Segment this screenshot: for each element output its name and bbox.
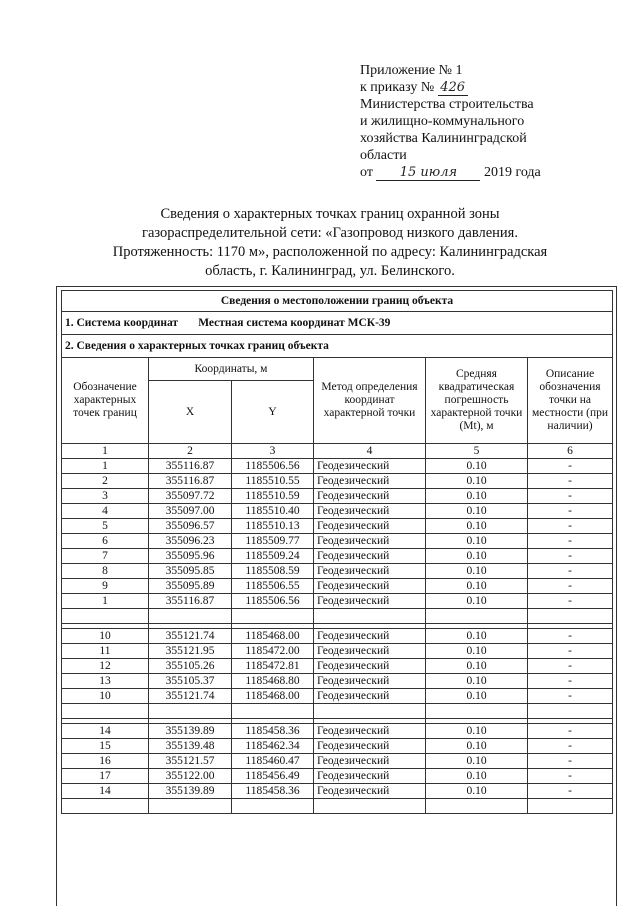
cell-point: 4 xyxy=(62,504,149,519)
blank-cell xyxy=(149,704,232,719)
col-header-x: X xyxy=(149,381,232,444)
cell-method: Геодезический xyxy=(314,724,426,739)
col-number: 2 xyxy=(149,444,232,459)
col-number: 3 xyxy=(232,444,314,459)
cell-point: 8 xyxy=(62,564,149,579)
table-body xyxy=(62,459,613,814)
cell-point: 7 xyxy=(62,549,149,564)
cell-y: 1185458.36 xyxy=(232,724,314,739)
blank-cell xyxy=(314,609,426,624)
col-header-y: Y xyxy=(232,381,314,444)
cell-y: 1185506.56 xyxy=(232,594,314,609)
cell-y: 1185472.81 xyxy=(232,659,314,674)
table-row xyxy=(62,724,613,739)
cell-method: Геодезический xyxy=(314,594,426,609)
cell-desc: - xyxy=(528,564,613,579)
cell-y: 1185456.49 xyxy=(232,769,314,784)
blank-row xyxy=(62,609,613,624)
cell-y: 1185468.00 xyxy=(232,689,314,704)
blank-cell xyxy=(528,704,613,719)
cell-method: Геодезический xyxy=(314,549,426,564)
cell-desc: - xyxy=(528,519,613,534)
blank-cell xyxy=(314,704,426,719)
table-row xyxy=(62,644,613,659)
cell-x: 355116.87 xyxy=(149,459,232,474)
cell-method: Геодезический xyxy=(314,579,426,594)
cell-y: 1185510.13 xyxy=(232,519,314,534)
cell-desc: - xyxy=(528,739,613,754)
blank-cell xyxy=(232,704,314,719)
ministry-line-3: хозяйства Калининградской xyxy=(360,131,527,146)
cell-x: 355095.85 xyxy=(149,564,232,579)
cell-error: 0.10 xyxy=(426,769,528,784)
cell-error: 0.10 xyxy=(426,564,528,579)
cell-error: 0.10 xyxy=(426,459,528,474)
cell-desc: - xyxy=(528,579,613,594)
cell-method: Геодезический xyxy=(314,519,426,534)
order-line: к приказу № 426 xyxy=(360,79,620,96)
cell-desc: - xyxy=(528,629,613,644)
cell-desc: - xyxy=(528,549,613,564)
cell-x: 355139.89 xyxy=(149,724,232,739)
cell-point: 13 xyxy=(62,674,149,689)
cell-error: 0.10 xyxy=(426,754,528,769)
order-number-handwritten: 426 xyxy=(438,81,468,96)
blank-cell xyxy=(426,799,528,814)
cell-desc: - xyxy=(528,504,613,519)
cell-error: 0.10 xyxy=(426,504,528,519)
cell-y: 1185510.55 xyxy=(232,474,314,489)
blank-cell xyxy=(149,609,232,624)
ministry-line-2: и жилищно-коммунального xyxy=(360,114,525,129)
table-row xyxy=(62,739,613,754)
cell-y: 1185510.40 xyxy=(232,504,314,519)
cell-y: 1185509.77 xyxy=(232,534,314,549)
table-row xyxy=(62,504,613,519)
cell-point: 14 xyxy=(62,784,149,799)
cell-method: Геодезический xyxy=(314,784,426,799)
col-header-method: Метод определения координат характерной точки xyxy=(314,358,426,444)
cell-y: 1185508.59 xyxy=(232,564,314,579)
cell-error: 0.10 xyxy=(426,674,528,689)
blank-row xyxy=(62,704,613,719)
cell-point: 9 xyxy=(62,579,149,594)
col-header-error: Средняя квадратическая погрешность характерной точки (Mt), м xyxy=(426,358,528,444)
cell-x: 355121.57 xyxy=(149,754,232,769)
cell-point: 16 xyxy=(62,754,149,769)
table-row xyxy=(62,579,613,594)
cell-desc: - xyxy=(528,474,613,489)
cell-desc: - xyxy=(528,769,613,784)
table-row xyxy=(62,534,613,549)
cell-error: 0.10 xyxy=(426,739,528,754)
cell-error: 0.10 xyxy=(426,519,528,534)
cell-y: 1185462.34 xyxy=(232,739,314,754)
cell-point: 12 xyxy=(62,659,149,674)
cell-error: 0.10 xyxy=(426,689,528,704)
blank-cell xyxy=(232,799,314,814)
cell-point: 6 xyxy=(62,534,149,549)
appendix-label: Приложение № 1 xyxy=(360,63,463,78)
blank-cell xyxy=(528,799,613,814)
cell-y: 1185468.00 xyxy=(232,629,314,644)
col-number: 1 xyxy=(62,444,149,459)
cell-x: 355121.74 xyxy=(149,629,232,644)
cell-desc: - xyxy=(528,689,613,704)
cell-x: 355122.00 xyxy=(149,769,232,784)
blank-row xyxy=(62,799,613,814)
blank-cell xyxy=(426,704,528,719)
table-row xyxy=(62,474,613,489)
cell-desc: - xyxy=(528,534,613,549)
document-header xyxy=(360,62,620,181)
cell-point: 2 xyxy=(62,474,149,489)
ministry-line-4: области xyxy=(360,148,407,163)
col-number: 4 xyxy=(314,444,426,459)
table-section-title: Сведения о местоположении границ объекта xyxy=(62,291,613,312)
col-number: 6 xyxy=(528,444,613,459)
cell-desc: - xyxy=(528,644,613,659)
cell-x: 355121.95 xyxy=(149,644,232,659)
date-handwritten: 15 июля xyxy=(376,166,480,181)
cell-method: Геодезический xyxy=(314,769,426,784)
cell-point: 15 xyxy=(62,739,149,754)
cell-y: 1185472.00 xyxy=(232,644,314,659)
cell-x: 355095.89 xyxy=(149,579,232,594)
blank-cell xyxy=(314,799,426,814)
blank-cell xyxy=(62,704,149,719)
column-numbers-row xyxy=(62,444,613,459)
table-row xyxy=(62,519,613,534)
cell-point: 14 xyxy=(62,724,149,739)
cell-error: 0.10 xyxy=(426,644,528,659)
table-row xyxy=(62,674,613,689)
table-row xyxy=(62,564,613,579)
cell-x: 355116.87 xyxy=(149,474,232,489)
blank-cell xyxy=(62,609,149,624)
cell-x: 355097.72 xyxy=(149,489,232,504)
cell-error: 0.10 xyxy=(426,724,528,739)
col-header-point: Обозначение характерных точек границ xyxy=(62,358,149,444)
cell-method: Геодезический xyxy=(314,754,426,769)
col-header-coords: Координаты, м xyxy=(149,358,314,381)
cell-method: Геодезический xyxy=(314,674,426,689)
cell-method: Геодезический xyxy=(314,459,426,474)
cell-desc: - xyxy=(528,594,613,609)
cell-x: 355095.96 xyxy=(149,549,232,564)
cell-method: Геодезический xyxy=(314,689,426,704)
table-row xyxy=(62,784,613,799)
cell-x: 355096.57 xyxy=(149,519,232,534)
cell-method: Геодезический xyxy=(314,629,426,644)
cell-x: 355105.26 xyxy=(149,659,232,674)
cell-method: Геодезический xyxy=(314,534,426,549)
document-title: Сведения о характерных точках границ охранной зоны газораспределительной сети: «Газопровод низкого давления. Протяженность: 1170 м», расположенной по адресу: Калининградская область, г. Калининград, ул. Белинского. xyxy=(112,206,548,279)
cell-method: Геодезический xyxy=(314,489,426,504)
cell-desc: - xyxy=(528,784,613,799)
col-header-desc: Описание обозначения точки на местности (при наличии) xyxy=(528,358,613,444)
cell-point: 11 xyxy=(62,644,149,659)
cell-method: Геодезический xyxy=(314,504,426,519)
cell-x: 355097.00 xyxy=(149,504,232,519)
table-row xyxy=(62,754,613,769)
cell-desc: - xyxy=(528,459,613,474)
blank-cell xyxy=(232,609,314,624)
cell-point: 1 xyxy=(62,459,149,474)
cell-x: 355116.87 xyxy=(149,594,232,609)
table-row xyxy=(62,549,613,564)
cell-y: 1185460.47 xyxy=(232,754,314,769)
cell-point: 3 xyxy=(62,489,149,504)
cell-point: 1 xyxy=(62,594,149,609)
cell-point: 10 xyxy=(62,629,149,644)
cell-x: 355096.23 xyxy=(149,534,232,549)
cell-x: 355139.89 xyxy=(149,784,232,799)
blank-cell xyxy=(528,609,613,624)
cell-x: 355121.74 xyxy=(149,689,232,704)
cell-error: 0.10 xyxy=(426,594,528,609)
cell-error: 0.10 xyxy=(426,659,528,674)
cell-point: 10 xyxy=(62,689,149,704)
cell-desc: - xyxy=(528,724,613,739)
cell-error: 0.10 xyxy=(426,784,528,799)
cell-x: 355139.48 xyxy=(149,739,232,754)
cell-error: 0.10 xyxy=(426,549,528,564)
col-number: 5 xyxy=(426,444,528,459)
cell-method: Геодезический xyxy=(314,564,426,579)
blank-cell xyxy=(62,799,149,814)
table-row xyxy=(62,594,613,609)
ministry-line-1: Министерства строительства xyxy=(360,97,534,112)
cell-x: 355105.37 xyxy=(149,674,232,689)
cell-desc: - xyxy=(528,659,613,674)
table-row xyxy=(62,659,613,674)
cell-error: 0.10 xyxy=(426,629,528,644)
blank-cell xyxy=(149,799,232,814)
cell-y: 1185510.59 xyxy=(232,489,314,504)
table-row xyxy=(62,489,613,504)
cell-method: Геодезический xyxy=(314,644,426,659)
cell-error: 0.10 xyxy=(426,579,528,594)
cell-method: Геодезический xyxy=(314,659,426,674)
points-section-row: 2. Сведения о характерных точках границ объекта xyxy=(62,335,613,358)
cell-y: 1185468.80 xyxy=(232,674,314,689)
cell-y: 1185506.56 xyxy=(232,459,314,474)
cell-desc: - xyxy=(528,674,613,689)
cell-desc: - xyxy=(528,489,613,504)
cell-y: 1185458.36 xyxy=(232,784,314,799)
cell-error: 0.10 xyxy=(426,474,528,489)
table-row xyxy=(62,459,613,474)
cell-error: 0.10 xyxy=(426,489,528,504)
cell-y: 1185506.55 xyxy=(232,579,314,594)
cell-method: Геодезический xyxy=(314,739,426,754)
cell-method: Геодезический xyxy=(314,474,426,489)
blank-cell xyxy=(426,609,528,624)
cell-point: 5 xyxy=(62,519,149,534)
table-row xyxy=(62,629,613,644)
table-row xyxy=(62,689,613,704)
cell-point: 17 xyxy=(62,769,149,784)
coordinates-table xyxy=(61,290,613,814)
table-row xyxy=(62,769,613,784)
coordinate-system-row: 1. Система координат Местная система координат МСК-39 xyxy=(62,312,613,335)
cell-y: 1185509.24 xyxy=(232,549,314,564)
cell-desc: - xyxy=(528,754,613,769)
cell-error: 0.10 xyxy=(426,534,528,549)
date-line: от 15 июля 2019 года xyxy=(360,165,541,180)
